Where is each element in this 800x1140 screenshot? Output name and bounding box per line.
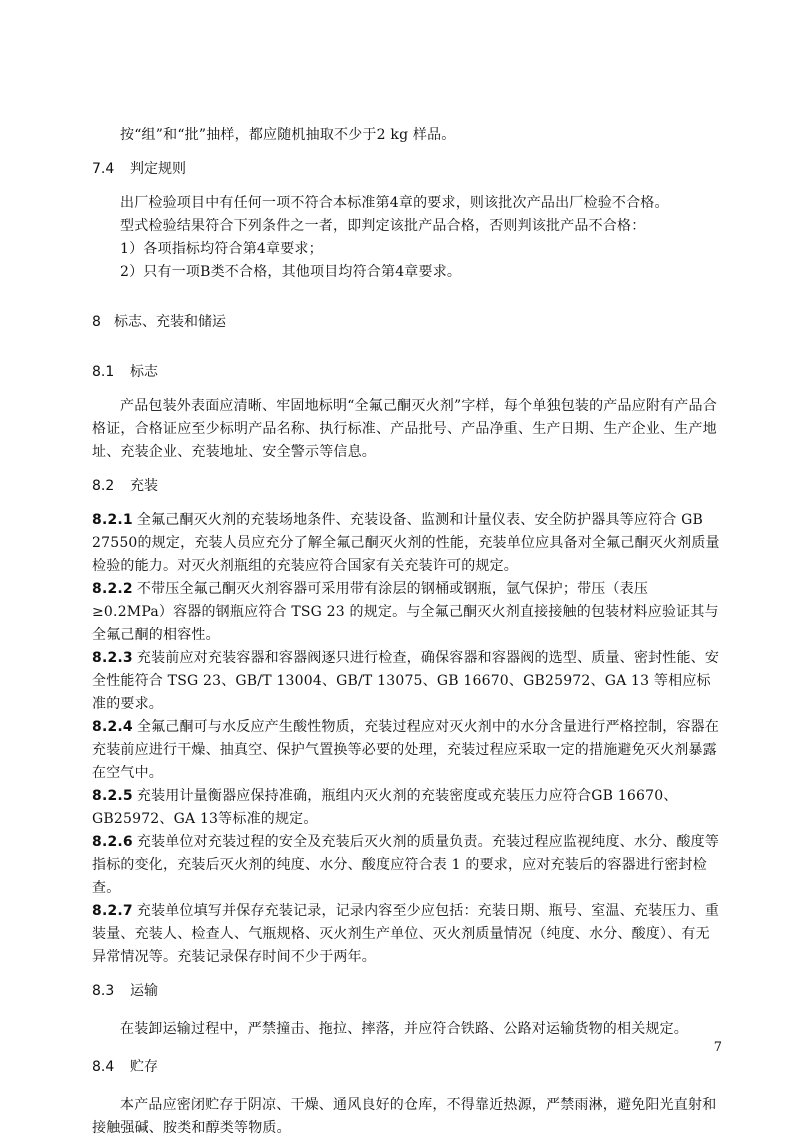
section-number: 8.1: [92, 364, 115, 380]
document-page: [92, 124, 720, 1140]
paragraph: 在装卸运输过程中，严禁撞击、拖拉、摔落，并应符合铁路、公路对运输货物的相关规定。: [120, 1021, 688, 1037]
clause-8-2-7: [92, 900, 720, 969]
section-8-3-heading: [92, 980, 720, 1003]
section-number: 8.2: [92, 478, 115, 494]
clause-8-2-2: [92, 578, 720, 647]
section-number: 8.4: [92, 1059, 115, 1075]
clause-8-2-3: [92, 647, 720, 716]
clause-number: 8.2.6: [92, 834, 133, 850]
chapter-8-heading: [92, 311, 720, 334]
section-8-2-heading: [92, 475, 720, 498]
paragraph: 出厂检验项目中有任何一项不符合本标准第4章的要求，则该批次产品出厂检验不合格。: [120, 195, 669, 211]
section-8-4-heading: [92, 1056, 720, 1079]
list-item: 1）各项指标均符合第4章要求；: [120, 241, 323, 257]
paragraph: 本产品应密闭贮存于阴凉、干燥、通风良好的仓库，不得靠近热源，严禁雨淋，避免阳光直射和接触强碱、胺类和醇类等物质。: [92, 1097, 717, 1136]
section-8-1-heading: [92, 361, 720, 384]
clause-number: 8.2.4: [92, 719, 133, 735]
sampling-paragraph: 按“组”和“批”抽样，都应随机抽取不少于2 kg 样品。: [120, 127, 456, 143]
section-7-4-heading: [92, 158, 720, 181]
clause-text: 充装用计量衡器应保持准确，瓶组内灭火剂的充装密度或充装压力应符合GB 16670、GB25972、GA 13等标准的规定。: [92, 788, 678, 827]
clause-text: 不带压全氟己酮灭火剂容器可采用带有涂层的钢桶或钢瓶，氩气保护；带压（表压≥0.2MPa）容器的钢瓶应符合 TSG 23 的规定。与全氟己酮灭火剂直接接触的包装材料应验证其与全氟己酮的相容性。: [92, 581, 719, 643]
paragraph: 型式检验结果符合下列条件之一者，即判定该批产品合格，否则判该批产品不合格：: [120, 218, 646, 234]
page-number: 7: [713, 1040, 722, 1055]
section-title: 标志: [130, 364, 158, 380]
clause-text: 充装单位对充装过程的安全及充装后灭火剂的质量负责。充装过程应监视纯度、水分、酸度等指标的变化，充装后灭火剂的纯度、水分、酸度应符合表 1 的要求，应对充装后的容器进行密封检查。: [92, 834, 720, 896]
clause-text: 充装前应对充装容器和容器阀逐只进行检查，确保容器和容器阀的选型、质量、密封性能、安全性能符合 TSG 23、GB/T 13004、GB/T 13075、GB 16670、GB25972、GA 13 等相应标准的要求。: [92, 650, 720, 712]
clause-number: 8.2.7: [92, 903, 133, 919]
clause-8-2-1: [92, 509, 720, 578]
section-number: 7.4: [92, 161, 115, 177]
section-title: 充装: [130, 478, 158, 494]
clause-text: 全氟己酮灭火剂的充装场地条件、充装设备、监测和计量仪表、安全防护器具等应符合 GB 27550的规定，充装人员应充分了解全氟己酮灭火剂的性能，充装单位应具备对全氟己酮灭火剂质量检验的能力。对灭火剂瓶组的充装应符合国家有关充装许可的规定。: [92, 512, 720, 574]
clause-number: 8.2.3: [92, 650, 133, 666]
clause-number: 8.2.1: [92, 512, 133, 528]
section-number: 8.3: [92, 983, 115, 999]
section-title: 贮存: [130, 1059, 158, 1075]
clause-text: 充装单位填写并保存充装记录，记录内容至少应包括：充装日期、瓶号、室温、充装压力、重装量、充装人、检查人、气瓶规格、灭火剂生产单位、灭火剂质量情况（纯度、水分、酸度）、有无异常情况等。充装记录保存时间不少于两年。: [92, 903, 720, 965]
chapter-title: 标志、充装和储运: [114, 314, 226, 330]
clause-number: 8.2.5: [92, 788, 133, 804]
paragraph: 产品包装外表面应清晰、牢固地标明“全氟己酮灭火剂”字样，每个单独包装的产品应附有产品合格证，合格证应至少标明产品名称、执行标准、产品批号、产品净重、生产日期、生产企业、生产地址、充装企业、充装地址、安全警示等信息。: [92, 398, 717, 460]
clause-number: 8.2.2: [92, 581, 133, 597]
section-title: 判定规则: [130, 161, 186, 177]
section-title: 运输: [130, 983, 158, 999]
chapter-number: 8: [92, 314, 101, 330]
list-item: 2）只有一项B类不合格，其他项目均符合第4章要求。: [120, 264, 462, 280]
clause-text: 全氟己酮可与水反应产生酸性物质，充装过程应对灭火剂中的水分含量进行严格控制，容器在充装前应进行干燥、抽真空、保护气置换等必要的处理，充装过程应采取一定的措施避免灭火剂暴露在空气中。: [92, 719, 720, 781]
clause-8-2-4: [92, 716, 720, 785]
clause-8-2-5: [92, 785, 720, 831]
clause-8-2-6: [92, 831, 720, 900]
